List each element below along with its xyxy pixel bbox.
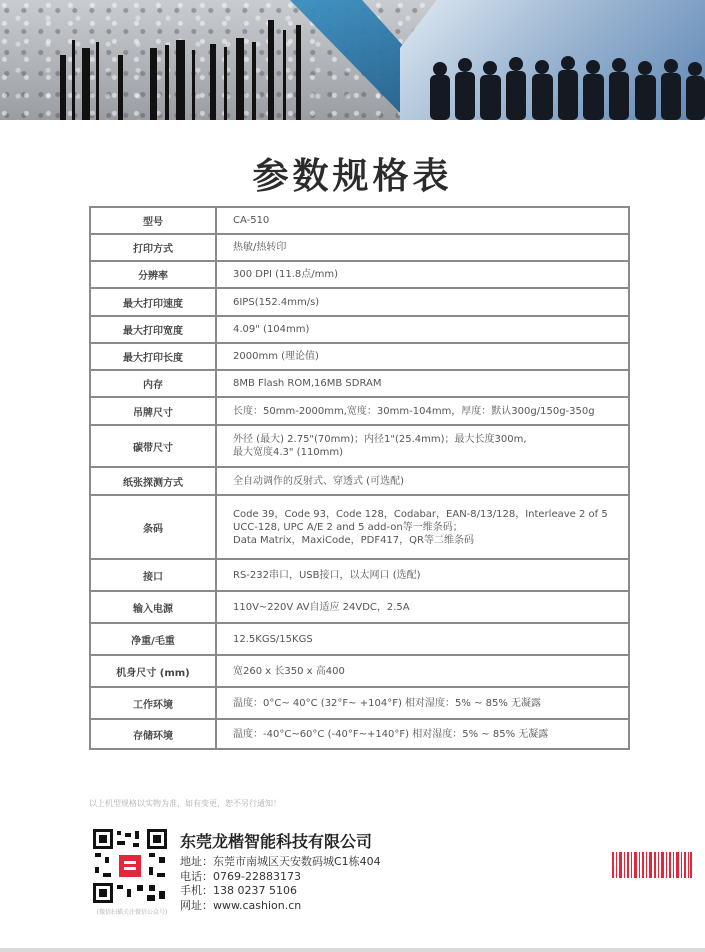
spec-value-line: 宽260 x 长350 x 高400 [233, 665, 345, 677]
spec-row [90, 261, 629, 288]
spec-value-line: 110V~220V AV自适应 24VDC，2.5A [233, 601, 410, 613]
spec-value [216, 288, 629, 316]
spec-value-line: 温度：-40°C~60°C (-40°F~+140°F) 相对湿度：5% ~ 85% 无凝露 [233, 728, 549, 740]
spec-key: 纸张探测方式 [90, 467, 216, 495]
spec-key: 打印方式 [90, 234, 216, 261]
company-name: 东莞龙楷智能科技有限公司 [180, 832, 373, 851]
spec-value [216, 623, 629, 655]
spec-key: 碳带尺寸 [90, 425, 216, 467]
crowd-silhouette-graphic [420, 55, 705, 120]
bottom-edge [0, 948, 705, 952]
address-text: 地址：东莞市南城区天安数码城C1栋404 [180, 855, 381, 868]
spec-value [216, 467, 629, 495]
website-link[interactable]: 网址：www.cashion.cn [180, 898, 302, 912]
spec-row [90, 425, 629, 467]
spec-key: 接口 [90, 559, 216, 591]
spec-value-line: 全自动调作的反射式、穿透式 (可选配) [233, 475, 404, 487]
spec-key: 工作环境 [90, 687, 216, 719]
spec-value-line: UCC-128, UPC A/E 2 and 5 add-on等一维条码； [233, 521, 463, 533]
spec-row [90, 207, 629, 234]
spec-key: 内存 [90, 370, 216, 397]
mobile-text: 手机：138 0237 5106 [180, 884, 297, 897]
spec-key: 存储环境 [90, 719, 216, 749]
spec-value-line: 8MB Flash ROM,16MB SDRAM [233, 378, 382, 389]
spec-value-line: 最大宽度4.3" (110mm) [233, 447, 344, 458]
spec-key: 净重/毛重 [90, 623, 216, 655]
disclaimer-note: 以上机型规格以实物为准，如有变更，恕不另行通知！ [89, 799, 281, 808]
spec-value [216, 559, 629, 591]
spec-row [90, 655, 629, 687]
spec-row [90, 397, 629, 425]
barcode-icon [612, 852, 692, 878]
spec-value [216, 261, 629, 288]
spec-key: 型号 [90, 207, 216, 234]
spec-row [90, 623, 629, 655]
spec-value-line: 热敏/热转印 [233, 242, 287, 253]
spec-row [90, 467, 629, 495]
spec-value-line: 6IPS(152.4mm/s) [233, 296, 320, 308]
spec-key: 输入电源 [90, 591, 216, 623]
spec-value-line: 300 DPI (11.8点/mm) [233, 269, 339, 280]
header-banner [0, 0, 705, 120]
spec-value-line: 长度：50mm-2000mm,宽度：30mm-104mm，厚度：默认300g/150g-350g [233, 405, 595, 417]
spec-key: 最大打印速度 [90, 288, 216, 316]
spec-row [90, 719, 629, 749]
spec-key: 吊牌尺寸 [90, 397, 216, 425]
spec-key: 最大打印宽度 [90, 316, 216, 343]
spec-row [90, 316, 629, 343]
spec-value-line: Code 39，Code 93，Code 128，Codabar，EAN-8/13/128，Interleave 2 of 5 [233, 508, 608, 520]
spec-value-line: RS-232串口，USB接口，以太网口 (选配) [233, 569, 421, 581]
spec-value-line: 4.09" (104mm) [233, 324, 310, 335]
spec-row [90, 370, 629, 397]
spec-value-line: Data Matrix，MaxiCode，PDF417，QR等二维条码 [233, 534, 474, 546]
spec-value-line: 12.5KGS/15KGS [233, 633, 313, 645]
spec-row [90, 343, 629, 370]
spec-row [90, 687, 629, 719]
spec-row [90, 591, 629, 623]
spec-value [216, 397, 629, 425]
spec-key: 分辨率 [90, 261, 216, 288]
spec-key: 条码 [90, 495, 216, 559]
spec-value [216, 343, 629, 370]
spec-value [216, 719, 629, 749]
spec-row [90, 495, 629, 559]
spec-value [216, 370, 629, 397]
spec-value-line: 外径 (最大) 2.75"(70mm)；内径1"(25.4mm)；最大长度300m, [233, 434, 527, 445]
spec-key: 最大打印长度 [90, 343, 216, 370]
phone-text: 电话：0769-22883173 [180, 869, 301, 883]
contact-info [180, 855, 381, 913]
spec-value [216, 316, 629, 343]
spec-value [216, 591, 629, 623]
spec-value [216, 425, 629, 467]
qr-caption: (微信扫描关注微信公众号) [96, 909, 168, 916]
spec-value [216, 207, 629, 234]
spec-value-line: CA-510 [233, 215, 270, 226]
spec-value [216, 655, 629, 687]
spec-value-line: 2000mm (理论值) [233, 351, 319, 362]
spec-row [90, 288, 629, 316]
spec-row [90, 234, 629, 261]
spec-row [90, 559, 629, 591]
page-title: 参数规格表 [252, 156, 453, 197]
spec-value [216, 234, 629, 261]
qr-code-icon [93, 829, 167, 903]
spec-value [216, 687, 629, 719]
spec-key: 机身尺寸 (mm) [90, 655, 216, 687]
spec-table [89, 206, 630, 750]
spec-value-line: 温度：0°C~ 40°C (32°F~ +104°F) 相对湿度：5% ~ 85% 无凝露 [233, 697, 542, 709]
spec-value [216, 495, 629, 559]
